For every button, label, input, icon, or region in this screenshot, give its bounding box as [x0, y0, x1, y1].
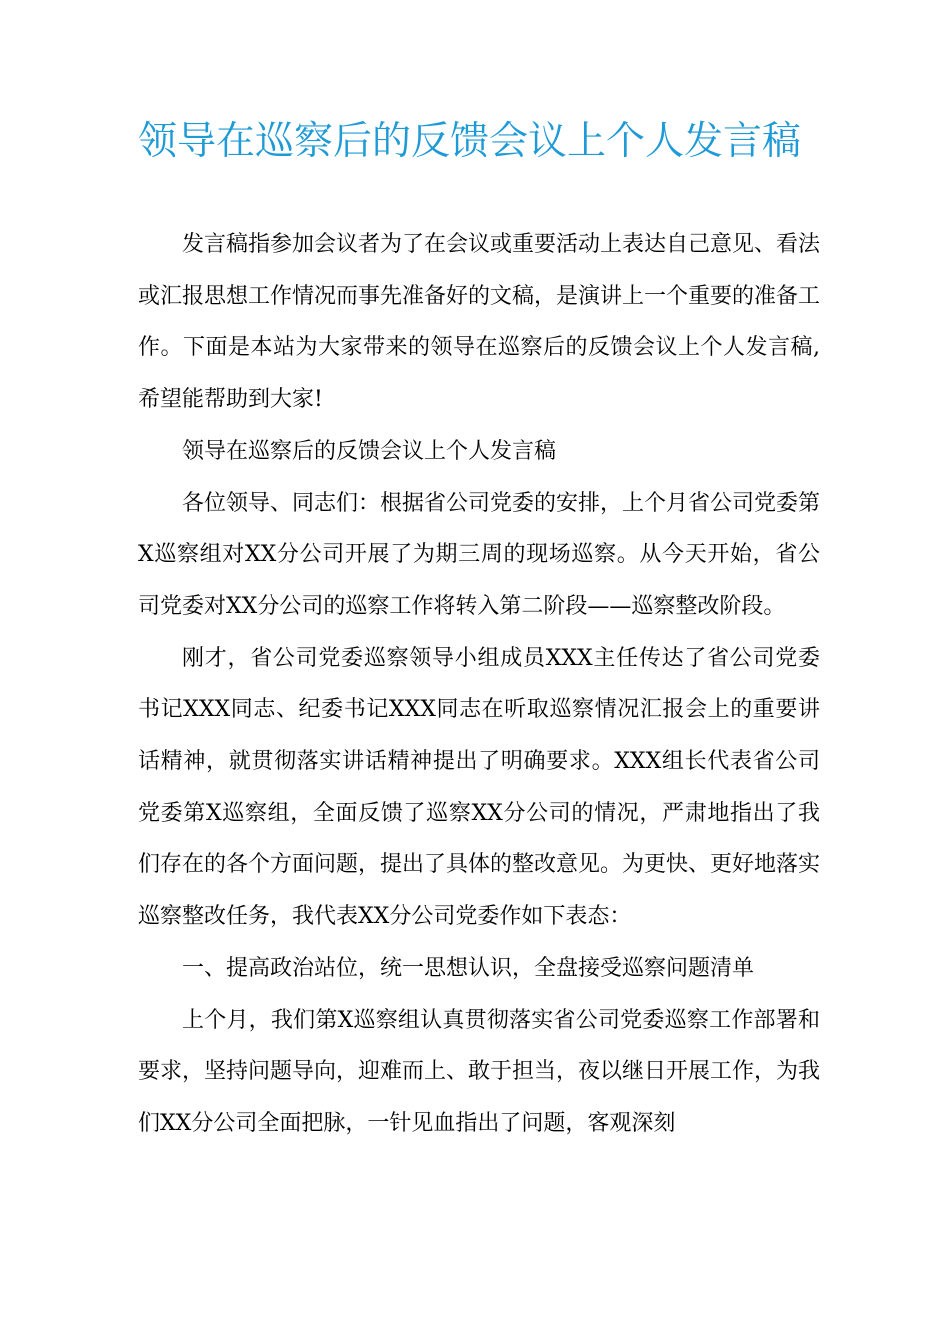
paragraph-subtitle: 领导在巡察后的反馈会议上个人发言稿: [182, 438, 557, 464]
section-heading-1: 一、提高政治站位，统一思想认识，全盘接受巡察问题清单: [182, 955, 755, 981]
document-body: [138, 219, 820, 1150]
document-title: 领导在巡察后的反馈会议上个人发言稿: [138, 119, 802, 164]
paragraph-intro: 发言稿指参加会议者为了在会议或重要活动上表达自己意见、看法或汇报思想工作情况而事先准备好的文稿，是演讲上一个重要的准备工作。下面是本站为大家带来的领导在巡察后的反馈会议上个人发言稿,希望能帮助到大家!: [138, 232, 821, 413]
paragraph-greeting: 各位领导、同志们：根据省公司党委的安排，上个月省公司党委第X巡察组对XX分公司开展了为期三周的现场巡察。从今天开始，省公司党委对XX分公司的巡察工作将转入第二阶段——巡察整改阶段。: [138, 490, 821, 619]
paragraph-report: 刚才，省公司党委巡察领导小组成员XXX主任传达了省公司党委书记XXX同志、纪委书记XXX同志在听取巡察情况汇报会上的重要讲话精神，就贯彻落实讲话精神提出了明确要求。XXX组长代表省公司党委第X巡察组，全面反馈了巡察XX分公司的情况，严肃地指出了我们存在的各个方面问题，提出了具体的整改意见。为更快、更好地落实巡察整改任务，我代表XX分公司党委作如下表态：: [138, 645, 821, 930]
paragraph-section-1: 上个月，我们第X巡察组认真贯彻落实省公司党委巡察工作部署和要求，坚持问题导向，迎难而上、敢于担当，夜以继日开展工作，为我们XX分公司全面把脉，一针见血指出了问题，客观深刻: [138, 1007, 821, 1136]
